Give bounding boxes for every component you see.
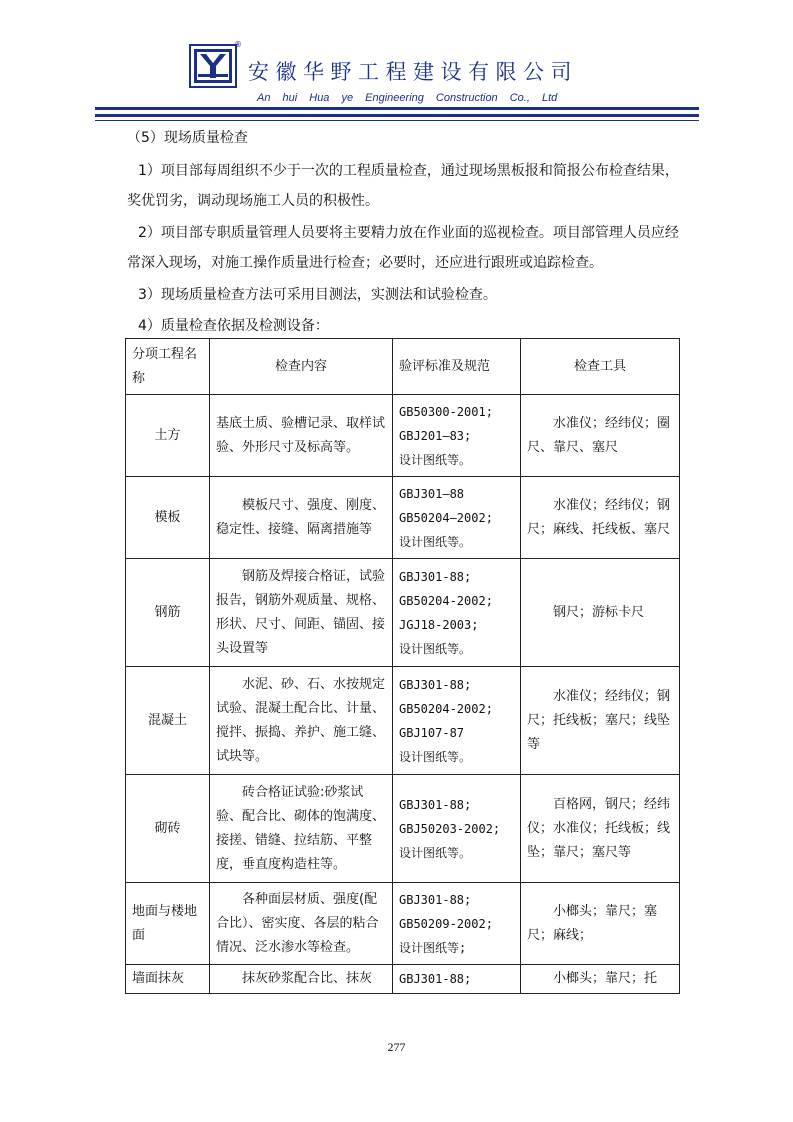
standard-line: GBJ107-87 (399, 725, 465, 740)
company-name-english: An hui Hua ye Engineering Construction Co., Ltd (257, 92, 558, 104)
inspection-tools: 钢尺；游标卡尺 (521, 559, 680, 667)
table-row (126, 775, 680, 883)
standard-line: GB50204-2002; (399, 593, 493, 608)
paragraph-1: 1）项目部每周组织不少于一次的工程质量检查，通过现场黑板报和简报公布检查结果，奖优罚劣，调动现场施工人员的积极性。 (127, 163, 679, 209)
standard-line: GBJ301-88; (399, 677, 472, 692)
standard-line: GBJ50203-2002; (399, 821, 501, 836)
inspection-tools: 水准仪；经纬仪；圈尺、靠尺、塞尺 (521, 395, 680, 477)
header-rule (95, 114, 699, 117)
table-header-row (126, 339, 680, 395)
standard-line: 设计图纸等。 (399, 534, 472, 549)
header-cell: 检查工具 (521, 339, 680, 395)
standard-cell (393, 883, 521, 965)
quality-inspection-table (125, 338, 680, 994)
table-row (126, 477, 680, 559)
standard-line: GBJ301-88; (399, 569, 472, 584)
inspection-content: 抹灰砂浆配合比、抹灰 (210, 965, 393, 994)
inspection-tools: 水准仪；经纬仪；钢尺；麻线、托线板、塞尺 (521, 477, 680, 559)
standard-line: 设计图纸等。 (399, 749, 472, 764)
header-cell: 分项工程名称 (126, 339, 210, 395)
header-cell: 验评标准及规范 (393, 339, 521, 395)
standard-line: 设计图纸等。 (399, 452, 472, 467)
paragraph-4: 4）质量检查依据及检测设备： (138, 318, 329, 334)
item-name: 砌砖 (126, 775, 210, 883)
item-name: 模板 (126, 477, 210, 559)
item-name: 钢筋 (126, 559, 210, 667)
standard-line: GBJ301—88 (399, 486, 465, 501)
standard-line: GB50209-2002; (399, 916, 493, 931)
company-y-logo-icon (189, 44, 237, 88)
item-name: 混凝土 (126, 667, 210, 775)
standard-line: 设计图纸等; (399, 940, 467, 955)
paragraph-2: 2）项目部专职质量管理人员要将主要精力放在作业面的巡视检查。项目部管理人员应经常深入现场，对施工操作质量进行检查；必要时，还应进行跟班或追踪检查。 (127, 225, 679, 271)
registered-mark: ® (234, 40, 242, 49)
page-number: 277 (387, 1040, 406, 1054)
table-row (126, 559, 680, 667)
standard-line: GBJ201—83; (399, 428, 472, 443)
inspection-content: 钢筋及焊接合格证，试验报告，钢筋外观质量、规格、形状、尺寸、间距、锚固、接头设置等 (210, 559, 393, 667)
standard-line: GBJ301-88; (399, 797, 472, 812)
company-name-chinese: 安徽华野工程建设有限公司 (248, 60, 578, 84)
table-row (126, 395, 680, 477)
table-row (126, 883, 680, 965)
table-row (126, 965, 680, 994)
standard-line: GB50204-2002; (399, 701, 493, 716)
standard-line: GB50204—2002; (399, 510, 493, 525)
standard-line: GB50300-2001; (399, 404, 493, 419)
table-row (126, 667, 680, 775)
standard-cell (393, 667, 521, 775)
header-rule (95, 120, 699, 121)
standard-cell (393, 395, 521, 477)
standard-line: 设计图纸等。 (399, 845, 472, 860)
item-name: 土方 (126, 395, 210, 477)
header-rule (95, 107, 699, 110)
page-header (0, 0, 793, 120)
paragraph-3: 3）现场质量检查方法可采用目测法，实测法和试验检查。 (138, 287, 497, 303)
inspection-tools: 小榔头；靠尺；托 (521, 965, 680, 994)
header-cell: 检查内容 (210, 339, 393, 395)
standard-cell (393, 965, 521, 994)
standard-line: 设计图纸等。 (399, 641, 472, 656)
inspection-tools: 水准仪；经纬仪；钢尺；托线板；塞尺；线坠等 (521, 667, 680, 775)
standard-cell (393, 477, 521, 559)
inspection-content: 水泥、砂、石、水按规定试验、混凝土配合比、计量、搅拌、振捣、养护、施工缝、试块等。 (210, 667, 393, 775)
inspection-tools: 小榔头；靠尺；塞尺；麻线； (521, 883, 680, 965)
item-name: 地面与楼地面 (126, 883, 210, 965)
standard-cell (393, 775, 521, 883)
standard-line: JGJ18-2003; (399, 617, 479, 632)
section-title: （5）现场质量检查 (127, 130, 248, 146)
item-name: 墙面抹灰 (126, 965, 210, 994)
inspection-content: 各种面层材质、强度(配合比）、密实度、各层的粘合情况、泛水渗水等检查。 (210, 883, 393, 965)
inspection-content: 基底土质、验槽记录、取样试验、外形尺寸及标高等。 (210, 395, 393, 477)
inspection-tools: 百格网，钢尺；经纬仪；水准仪；托线板；线坠；靠尺；塞尺等 (521, 775, 680, 883)
standard-line: GBJ301-88; (399, 892, 472, 907)
standard-line: GBJ301-88; (399, 972, 472, 986)
standard-cell (393, 559, 521, 667)
inspection-content: 模板尺寸、强度、刚度、稳定性、接缝、隔离措施等 (210, 477, 393, 559)
inspection-content: 砖合格证试验:砂浆试验、配合比、砌体的饱满度、接搓、错缝、拉结筋、平整度，垂直度构造柱等。 (210, 775, 393, 883)
